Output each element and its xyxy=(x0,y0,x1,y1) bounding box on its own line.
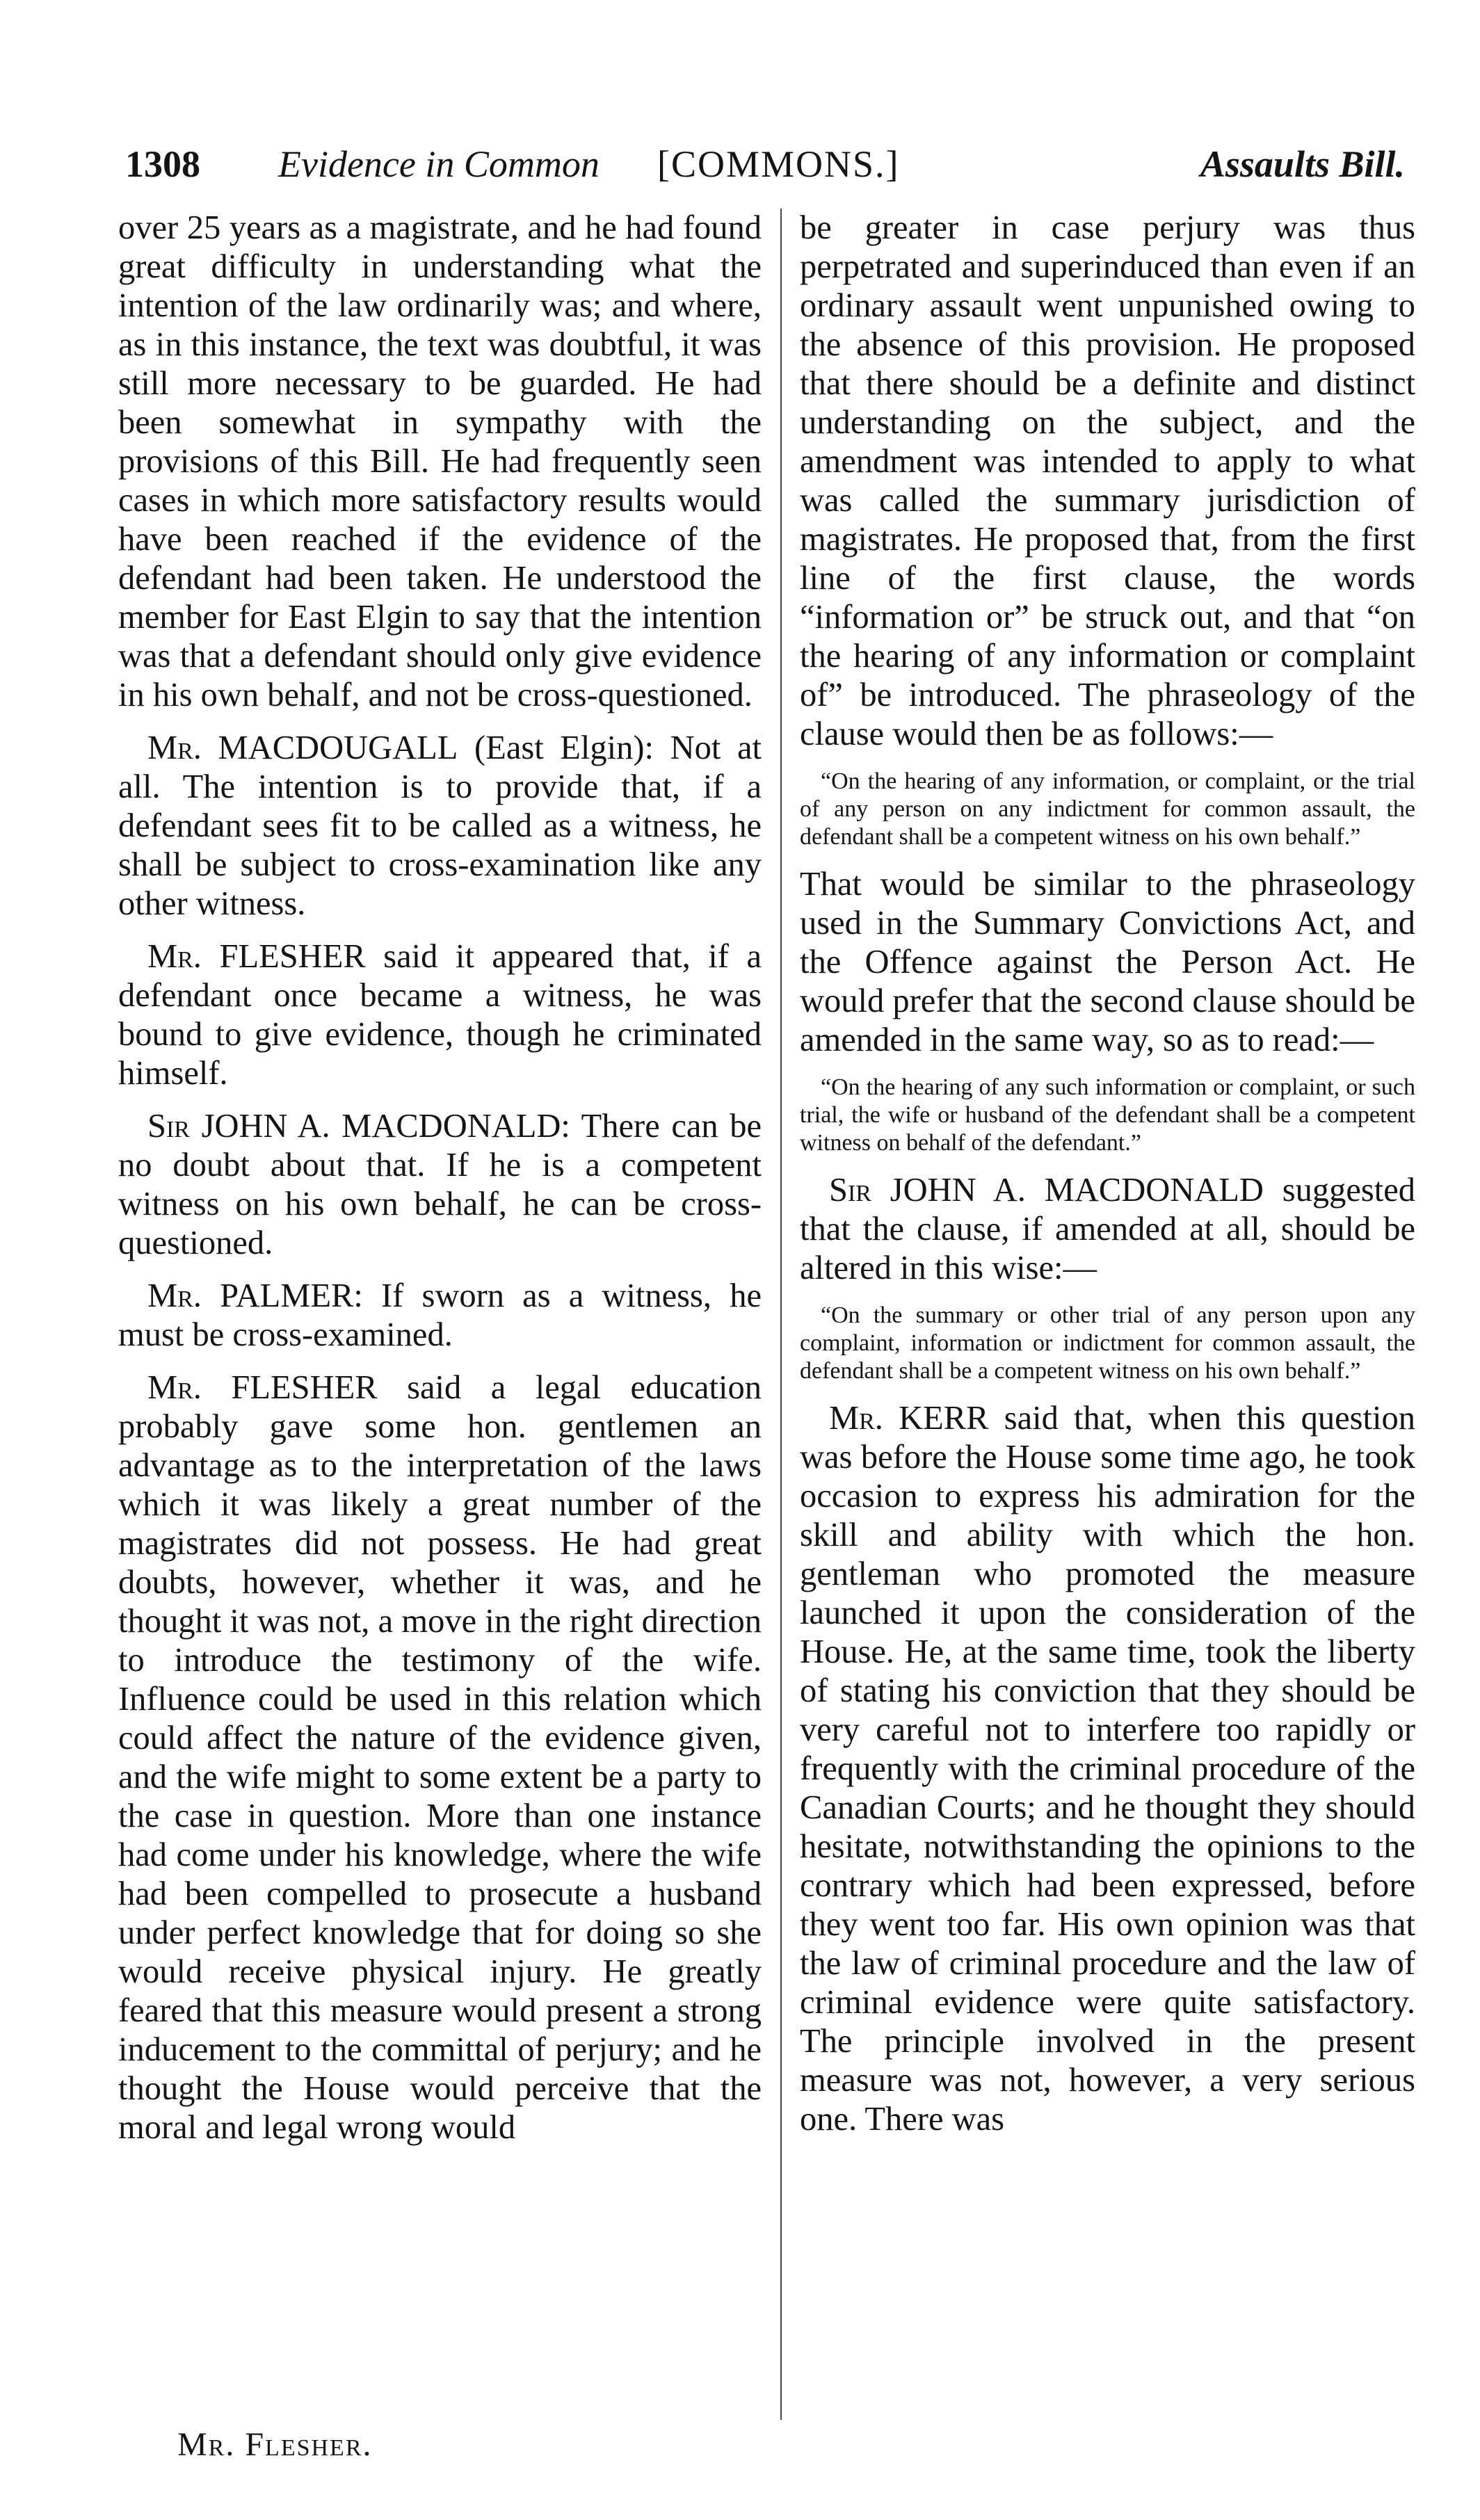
paragraph: be greater in case perjury was thus perpetrated and superinduced than even if an ordinary assault went unpunished owing to the absence of this provision. He proposed that there should be a definite and distinct understanding on the subject, and the amendment was intended to apply to what was called the summary jurisdiction of magistrates. He proposed that, from the first line of the first clause, the words “information or” be struck out, and that “on the hearing of any information or complaint of” be introduced. The phraseology of the clause would then be as follows:— xyxy=(800,209,1415,752)
footer-catchword: Mr. Flesher. xyxy=(177,2426,373,2463)
speech-text: said that, when this question was before the House some time ago, he took occasion to express his admiration for the skill and ability with which the hon. gentleman who promoted the measure launched it upon the consideration of the House. He, at the same time, took the liberty of stating his conviction that they should be very careful not to interfere too rapidly or frequently with the criminal procedure of the Canadian Courts; and he thought they should hesitate, notwithstanding the opinions to the contrary which had been expressed, before they went too far. His own opinion was that the law of criminal procedure and the law of criminal evidence were quite satisfactory. The principle involved in the present measure was not, however, a very serious one. There was xyxy=(800,1400,1415,2138)
speech-text: suggested that the clause, if amended at all, should be altered in this wise:— xyxy=(800,1172,1415,1286)
speaker-name: Mr. PALMER: xyxy=(147,1277,363,1314)
paragraph xyxy=(800,1171,1415,1288)
paragraph xyxy=(118,937,762,1093)
left-column xyxy=(118,209,762,2161)
page-number: 1308 xyxy=(125,143,200,185)
paragraph xyxy=(118,1107,762,1263)
speech-text: said it appeared that, if a defendant once became a witness, he was bound to give evidence, though he criminated himself. xyxy=(118,938,762,1092)
running-header xyxy=(125,136,1405,192)
paragraph xyxy=(800,1399,1415,2139)
speaker-name: Mr. KERR xyxy=(829,1400,989,1437)
right-column xyxy=(800,209,1415,2153)
speaker-name: Sir JOHN A. MACDONALD: xyxy=(147,1108,570,1145)
paragraph xyxy=(118,729,762,923)
paragraph: over 25 years as a magistrate, and he had found great difficulty in understanding what the intention of the law ordinarily was; and where, as in this instance, the text was doubtful, it was still more necessary to be guarded. He had been somewhat in sympathy with the provisions of this Bill. He had frequently seen cases in which more satisfactory results would have been reached if the evidence of the defendant had been taken. He understood the member for East Elgin to say that the intention was that a defendant should only give evidence in his own behalf, and not be cross-questioned. xyxy=(118,209,762,713)
block-quote: “On the hearing of any such information or complaint, or such trial, the wife or husband of the defendant shall be a competent witness on behalf of the defendant.” xyxy=(800,1074,1415,1156)
speaker-name: Mr. FLESHER xyxy=(147,938,366,975)
speech-text: said a legal education probably gave some hon. gentlemen an advantage as to the interpretation of the laws which it was likely a great number of the magistrates did not possess. He had great doubts, however, whether it was, and he thought it was not, a move in the right direction to introduce the testimony of the wife. Influence could be used in this relation which could affect the nature of the evidence given, and the wife might to some extent be a party to the case in question. More than one instance had come under his knowledge, where the wife had been compelled to prosecute a husband under perfect knowledge that for doing so she would receive physical injury. He greatly feared that this measure would present a strong inducement to the committal of perjury; and he thought the House would perceive that the moral and legal wrong would xyxy=(118,1369,762,2146)
paragraph xyxy=(118,1277,762,1355)
speech-text: If sworn as a witness, he must be cross-examined. xyxy=(118,1277,762,1353)
block-quote: “On the hearing of any information, or complaint, or the trial of any person on any indictment for common assault, the defendant shall be a competent witness on his own behalf.” xyxy=(800,768,1415,850)
header-left-title: Evidence in Common xyxy=(278,143,600,185)
paragraph xyxy=(118,1368,762,2147)
speaker-name: Mr. MACDOUGALL xyxy=(147,729,458,766)
paragraph: That would be similar to the phraseology used in the Summary Convictions Act, and the Offence against the Person Act. He would prefer that the second clause should be amended in the same way, so as to read:— xyxy=(800,866,1415,1058)
speaker-name: Sir JOHN A. MACDONALD xyxy=(829,1172,1264,1209)
speech-text: (East Elgin): Not at all. The intention is to provide that, if a defendant sees fit to be called as a witness, he shall be subject to cross-examination like any other witness. xyxy=(118,729,762,922)
header-right-title: Assaults Bill. xyxy=(1200,143,1405,185)
column-divider xyxy=(780,209,782,2420)
header-center-title: [COMMONS.] xyxy=(657,143,900,185)
speech-text: There can be no doubt about that. If he is a competent witness on his own behalf, he can be cross-questioned. xyxy=(118,1108,762,1261)
speaker-name: Mr. FLESHER xyxy=(147,1369,378,1406)
block-quote: “On the summary or other trial of any person upon any complaint, information or indictment for common assault, the defendant shall be a competent witness on his own behalf.” xyxy=(800,1302,1415,1384)
